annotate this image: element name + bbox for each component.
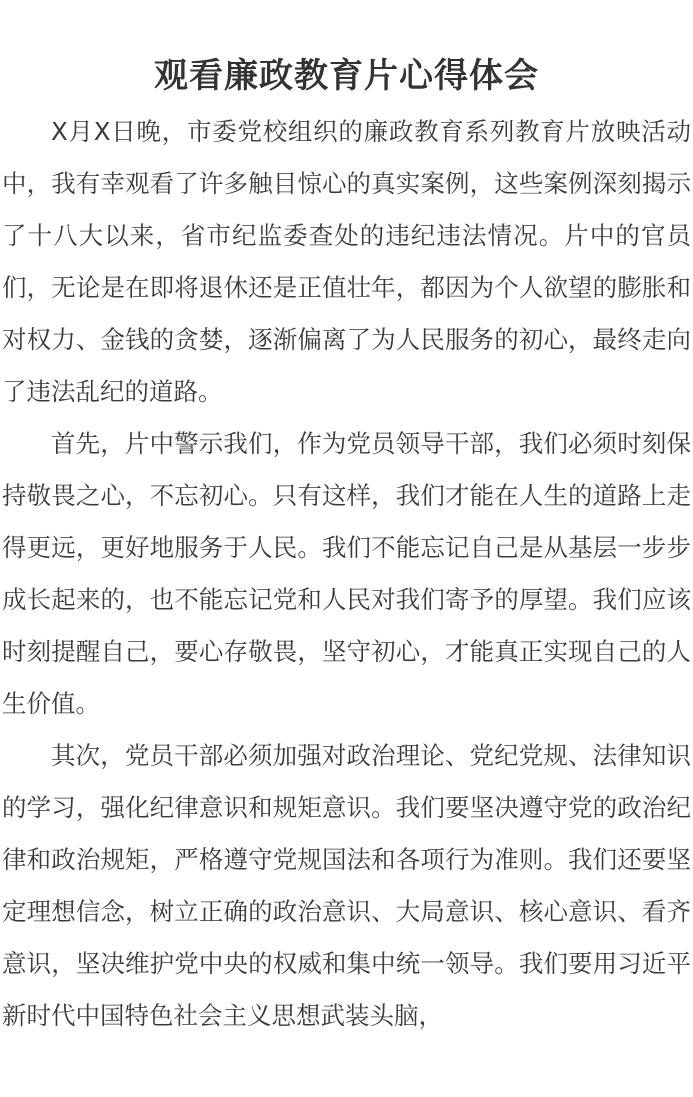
paragraph-3: 其次，党员干部必须加强对政治理论、党纪党规、法律知识的学习，强化纪律意识和规矩意识。我们要坚决遵守党的政治纪律和政治规矩，严格遵守党规国法和各项行为准则。我们还要坚定理想信念，树立正确的政治意识、大局意识、核心意识、看齐意识，坚决维护党中央的权威和集中统一领导。我们要用习近平新时代中国特色社会主义思想武装头脑， bbox=[2, 741, 691, 1030]
page-title: 观看廉政教育片心得体会 bbox=[154, 55, 539, 96]
paragraph-1: X月X日晚，市委党校组织的廉政教育系列教育片放映活动中，我有幸观看了许多触目惊心的真实案例，这些案例深刻揭示了十八大以来，省市纪监委查处的违纪违法情况。片中的官员们，无论是在即将退休还是正值壮年，都因为个人欲望的膨胀和对权力、金钱的贪婪，逐渐偏离了为人民服务的初心，最终走向了违法乱纪的道路。 bbox=[2, 117, 691, 406]
article-body bbox=[2, 106, 691, 1042]
paragraph-2: 首先，片中警示我们，作为党员领导干部，我们必须时刻保持敬畏之心，不忘初心。只有这样，我们才能在人生的道路上走得更远，更好地服务于人民。我们不能忘记自己是从基层一步步成长起来的，也不能忘记党和人民对我们寄予的厚望。我们应该时刻提醒自己，要心存敬畏，坚守初心，才能真正实现自己的人生价值。 bbox=[2, 429, 691, 718]
